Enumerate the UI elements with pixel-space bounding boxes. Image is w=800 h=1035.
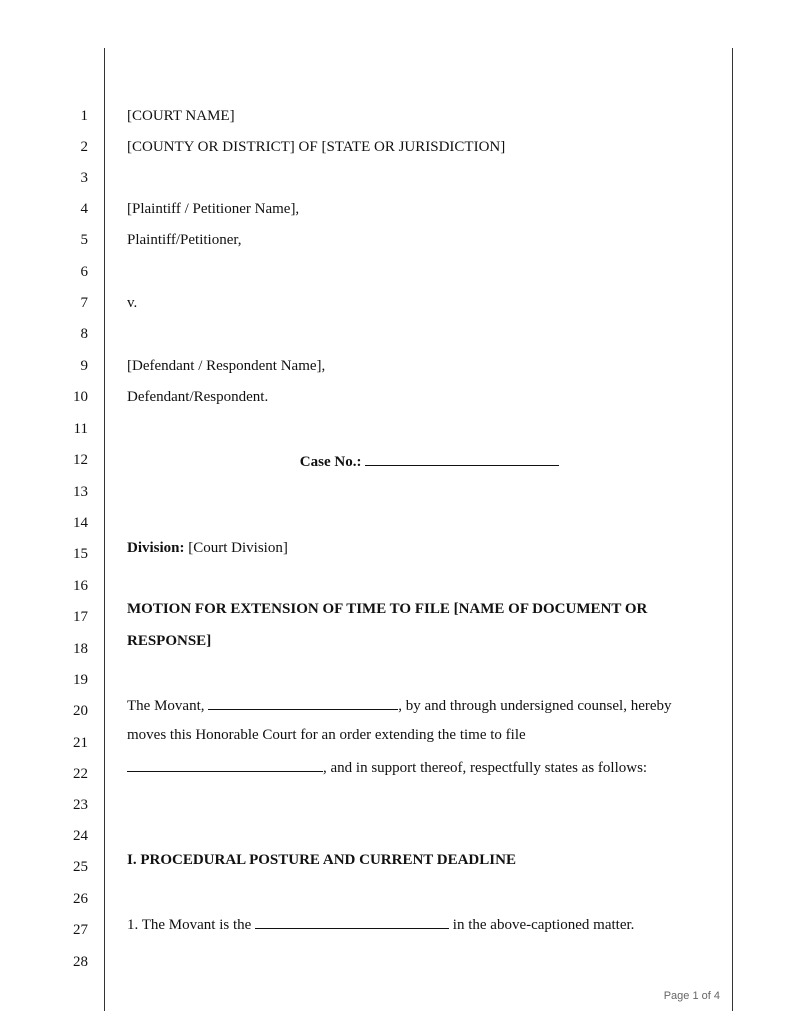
document-name-blank (127, 757, 323, 772)
line-number: 26 (73, 891, 88, 907)
line-number: 11 (73, 421, 88, 437)
motion-title-line-2: RESPONSE] (127, 633, 212, 649)
intro-line-2: moves this Honorable Court for an order extending the time to file (127, 727, 526, 743)
paragraph-1 (127, 914, 634, 934)
plaintiff-role: Plaintiff/Petitioner, (127, 232, 242, 248)
line-number: 19 (73, 672, 88, 688)
line-number: 3 (80, 170, 88, 186)
division-value: [Court Division] (188, 540, 288, 556)
intro-line-3-rest: , and in support thereof, respectfully states as follows: (323, 760, 648, 776)
line-number: 2 (80, 139, 88, 155)
motion-title-line-1: MOTION FOR EXTENSION OF TIME TO FILE [NAME OF DOCUMENT OR (127, 601, 648, 617)
intro-line-3 (127, 757, 647, 777)
intro-line-1 (127, 695, 672, 715)
defendant-role: Defendant/Respondent. (127, 389, 269, 405)
line-number: 10 (73, 389, 88, 405)
intro-line-1-rest: , by and through undersigned counsel, hereby (398, 698, 672, 714)
line-number: 13 (73, 484, 88, 500)
line-number: 7 (80, 295, 88, 311)
line-number: 1 (80, 108, 88, 124)
line-number: 16 (73, 578, 88, 594)
paragraph-1-end: in the above-captioned matter. (452, 917, 635, 933)
line-number: 24 (73, 828, 88, 844)
line-number: 14 (73, 515, 88, 531)
line-number: 27 (73, 922, 88, 938)
line-number: 20 (73, 703, 88, 719)
plaintiff-name: [Plaintiff / Petitioner Name], (127, 201, 300, 217)
case-number-blank (365, 451, 559, 466)
line-number: 18 (73, 641, 88, 657)
line-number: 4 (80, 201, 88, 217)
line-number: 22 (73, 766, 88, 782)
court-name: [COURT NAME] (127, 108, 235, 124)
line-number: 28 (73, 954, 88, 970)
line-number: 12 (73, 452, 88, 468)
line-number: 25 (73, 859, 88, 875)
line-number: 21 (73, 735, 88, 751)
line-number: 6 (80, 264, 88, 280)
line-number: 15 (73, 546, 88, 562)
line-number: 17 (73, 609, 88, 625)
versus: v. (127, 295, 138, 311)
defendant-name: [Defendant / Respondent Name], (127, 358, 326, 374)
right-margin-rule (732, 48, 733, 1011)
line-number: 8 (80, 326, 88, 342)
line-number: 23 (73, 797, 88, 813)
paragraph-1-start: 1. The Movant is the (127, 917, 252, 933)
division-line (127, 539, 288, 557)
division-label: Division: (127, 540, 185, 556)
left-margin-rule (104, 48, 105, 1011)
case-number-line (127, 451, 732, 471)
page-indicator: Page 1 of 4 (663, 990, 720, 1002)
intro-movant-label: The Movant, (127, 698, 205, 714)
movant-name-blank (208, 695, 398, 710)
movant-role-blank (255, 914, 449, 929)
line-number: 9 (80, 358, 88, 374)
case-number-label: Case No.: (299, 454, 362, 470)
county-line: [COUNTY OR DISTRICT] OF [STATE OR JURISDICTION] (127, 139, 506, 155)
section-heading: I. PROCEDURAL POSTURE AND CURRENT DEADLINE (127, 852, 516, 868)
line-number: 5 (80, 232, 88, 248)
